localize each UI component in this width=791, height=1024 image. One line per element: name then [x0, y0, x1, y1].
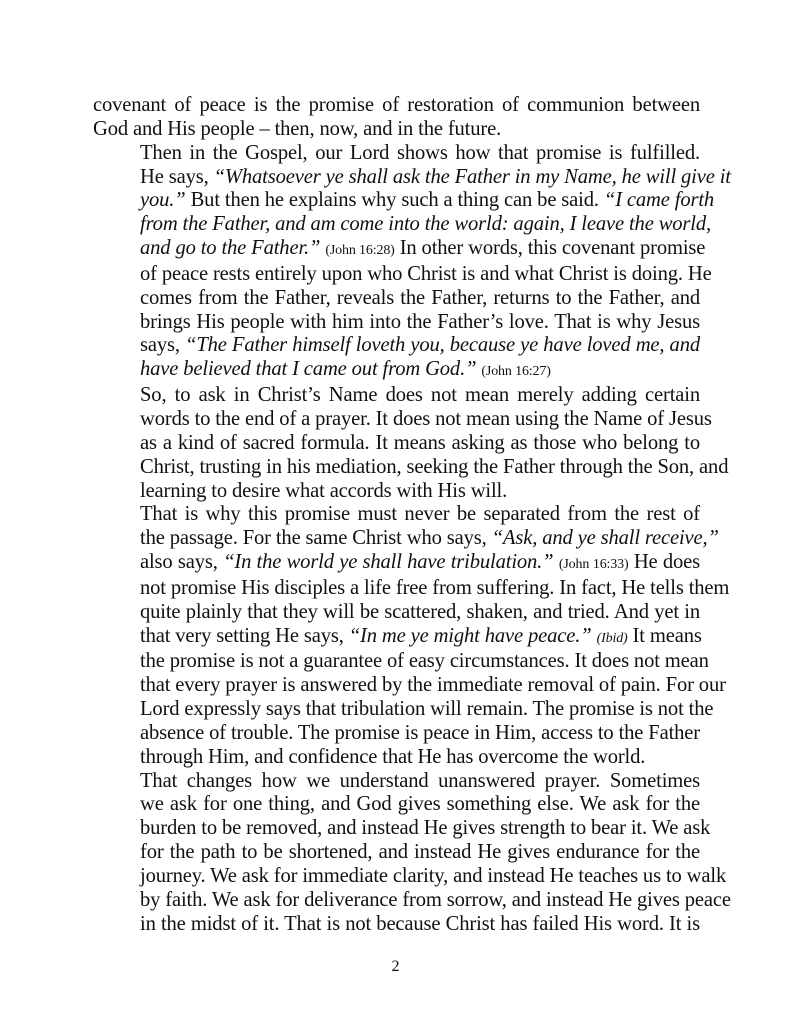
text-segment: not promise His disciples a life free from suffering. In fact, He tells them [140, 576, 730, 599]
scripture-reference: (John 16:27) [481, 364, 551, 380]
text-segment: He does [628, 551, 700, 574]
text-segment: that every prayer is answered by the immediate removal of pain. For our [140, 674, 726, 697]
text-line [93, 262, 712, 287]
text-segment: of peace rests entirely upon who Christ is and what Christ is doing. He [140, 262, 712, 285]
text-segment: Then in the Gospel, our Lord shows how that promise is fulfilled. [140, 141, 700, 164]
text-segment: for the path to be shortened, and instead He gives endurance for the [140, 841, 700, 864]
text-line [93, 407, 712, 432]
body-text [93, 94, 731, 937]
text-segment: In other words, this covenant promise [394, 237, 706, 260]
text-line [93, 527, 719, 551]
text-segment: also says, [140, 551, 224, 574]
text-segment: absence of trouble. The promise is peace in Him, access to the Father [140, 721, 700, 744]
text-line [93, 601, 700, 625]
text-segment: through Him, and confidence that He has overcome the world. [140, 745, 646, 768]
text-segment: says, [140, 334, 186, 357]
text-segment: in the midst of it. That is not because Christ has failed His word. It is [140, 912, 700, 935]
text-line [93, 770, 700, 794]
paragraph [93, 384, 729, 503]
text-segment: the passage. For the same Christ who says, [140, 527, 492, 550]
text-segment: But then he explains why such a thing can be said. [185, 189, 604, 212]
text-segment: Lord expressly says that tribulation will remain. The promise is not the [140, 698, 714, 721]
paragraph [93, 503, 730, 769]
text-line [93, 118, 700, 142]
paragraph [93, 769, 731, 937]
text-line [93, 142, 700, 166]
text-segment: Christ, trusting in his mediation, seeking the Father through the Son, and [140, 455, 729, 478]
text-line [93, 94, 700, 118]
scripture-reference: (John 16:33) [558, 557, 629, 573]
scripture-reference: (John 16:28) [325, 243, 395, 259]
text-line [93, 746, 700, 770]
text-segment: So, to ask in Christ’s Name does not mean merely adding certain [140, 384, 700, 407]
text-segment: we ask for one thing, and God gives something else. We ask for the [140, 793, 700, 816]
text-segment: quite plainly that they will be scattered, shaken, and tried. And yet in [140, 600, 700, 623]
text-segment: words to the end of a prayer. It does not mean using the Name of Jesus [140, 407, 712, 430]
text-line [93, 674, 726, 698]
text-segment: journey. We ask for immediate clarity, and instead He teaches us to walk [140, 865, 727, 887]
text-line [93, 358, 700, 384]
scripture-quote: “In the world ye shall have tribulation.” [223, 551, 554, 574]
text-line [93, 888, 731, 913]
scripture-reference: (Ibid) [596, 630, 628, 646]
text-line [93, 311, 700, 335]
text-segment: That is why this promise must never be separated from the rest of [140, 503, 700, 526]
scripture-quote: and go to the Father.” [140, 237, 321, 260]
text-line [93, 503, 700, 527]
text-line [93, 698, 714, 722]
paragraph [93, 94, 700, 142]
text-line [93, 551, 700, 577]
text-line [93, 432, 700, 456]
text-line [93, 865, 727, 889]
text-line [93, 650, 709, 674]
text-line [93, 334, 700, 358]
text-line [93, 793, 700, 817]
scripture-quote: “I came forth [603, 189, 715, 212]
text-line [93, 841, 700, 865]
scripture-quote: “In me ye might have peace.” [348, 624, 592, 647]
scripture-quote: have believed that I came out from God.” [140, 358, 477, 381]
text-segment: covenant of peace is the promise of restoration of communion between [93, 94, 700, 116]
scripture-quote: “Ask, and ye shall receive,” [491, 527, 719, 550]
text-line [93, 237, 706, 263]
text-segment: That changes how we understand unanswered prayer. Sometimes [140, 769, 700, 792]
scripture-quote: you.” [140, 189, 186, 212]
text-line [93, 165, 731, 190]
text-segment: He says, [140, 165, 214, 188]
text-segment: brings His people with him into the Father’s love. That is why Jesus [140, 310, 700, 333]
text-line [93, 722, 700, 746]
text-line [93, 913, 700, 937]
text-segment: burden to be removed, and instead He gives strength to bear it. We ask [140, 817, 711, 840]
text-segment: It means [627, 624, 702, 647]
text-line [93, 625, 700, 651]
text-line [93, 480, 700, 504]
text-line [93, 287, 700, 311]
text-line [93, 384, 700, 408]
text-line [93, 189, 715, 213]
text-segment: by faith. We ask for deliverance from sorrow, and instead He gives peace [140, 888, 731, 911]
scripture-quote: “Whatsoever ye shall ask the Father in my Name, he will give it [213, 165, 731, 188]
text-line [93, 455, 729, 480]
text-segment: as a kind of sacred formula. It means asking as those who belong to [140, 431, 700, 454]
text-segment: comes from the Father, reveals the Father, returns to the Father, and [140, 286, 700, 309]
text-segment: learning to desire what accords with His will. [140, 479, 508, 502]
text-segment: that very setting He says, [140, 624, 349, 647]
paragraph [93, 141, 731, 384]
text-segment: the promise is not a guarantee of easy circumstances. It does not mean [140, 650, 709, 673]
scripture-quote: “The Father himself loveth you, because ye have loved me, and [185, 334, 700, 357]
text-line [93, 817, 711, 841]
text-line [93, 576, 730, 601]
text-line [93, 213, 712, 237]
text-segment: God and His people – then, now, and in the future. [93, 117, 502, 140]
page-number: 2 [391, 958, 400, 975]
scripture-quote: from the Father, and am come into the world: again, I leave the world, [140, 213, 712, 236]
